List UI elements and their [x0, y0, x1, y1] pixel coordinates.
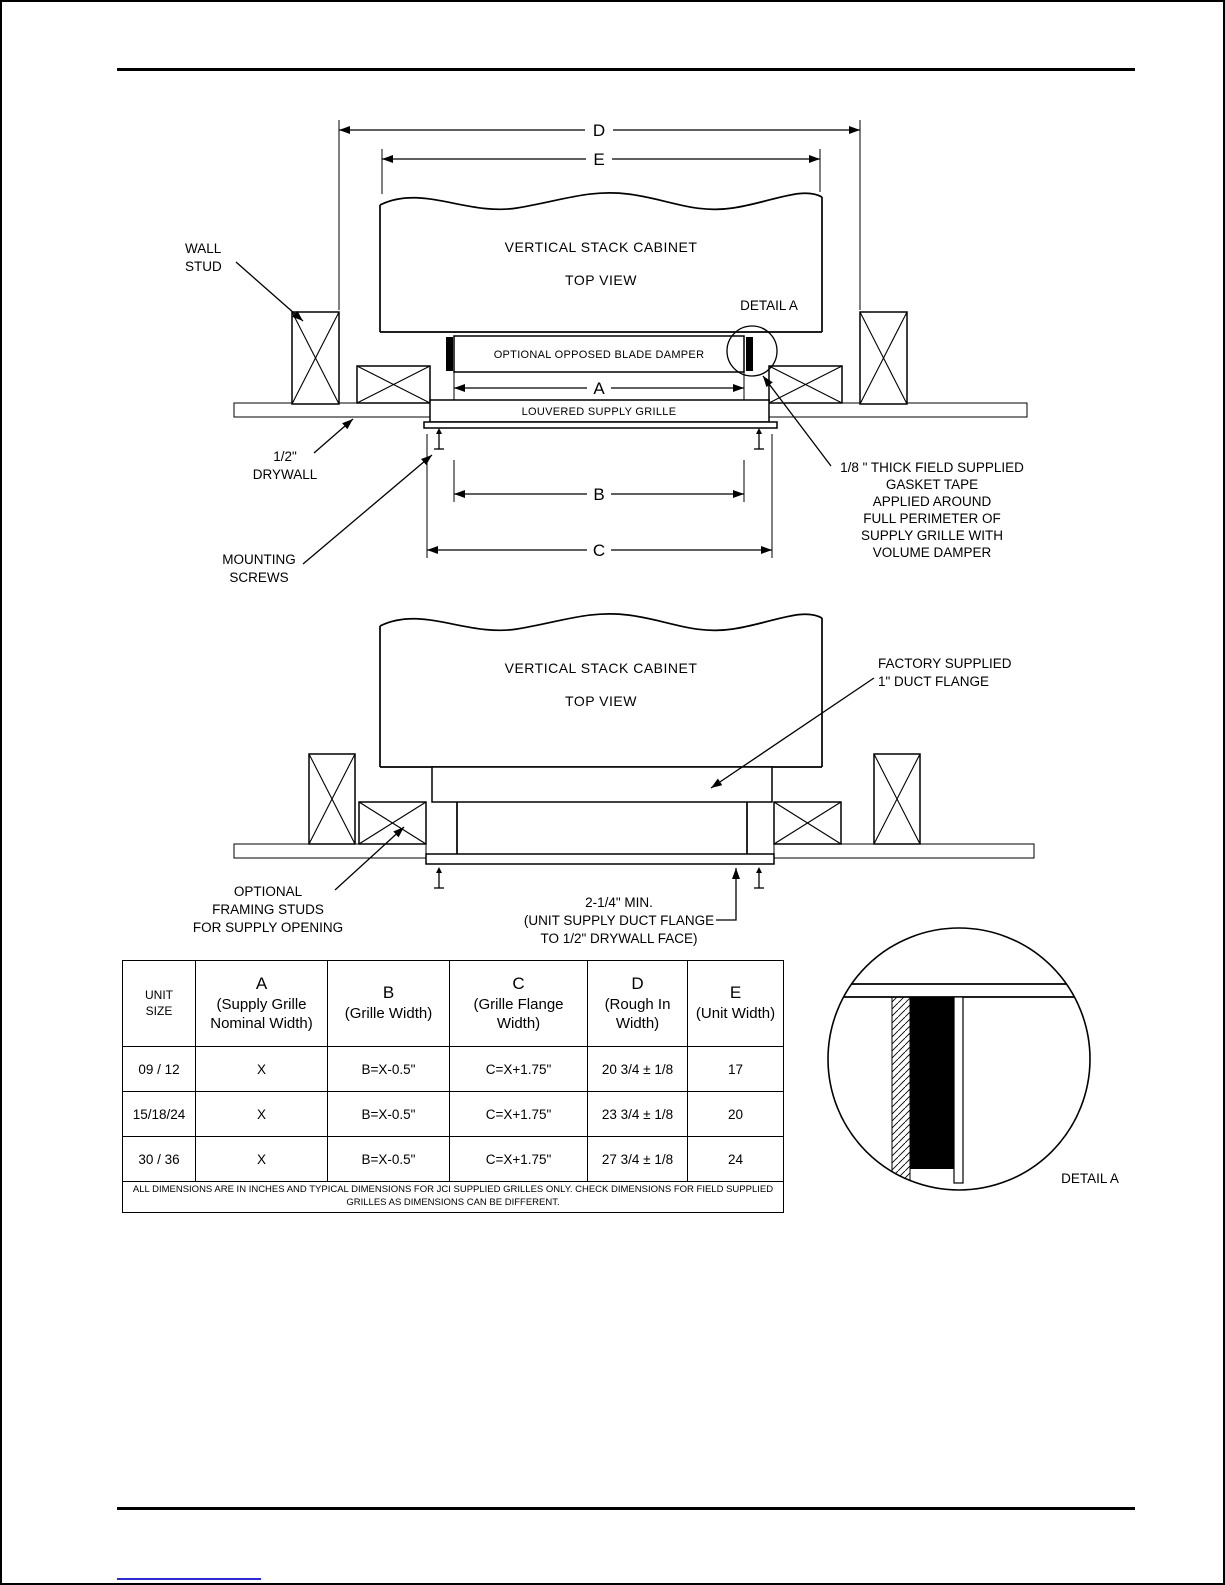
mounting-screw-left-2	[434, 867, 444, 888]
dimension-b	[454, 460, 744, 504]
dim-label-d: D	[592, 121, 606, 140]
mounting-screw-left-1	[434, 428, 444, 449]
cell-c: C=X+1.75"	[450, 1137, 588, 1182]
svg-text:1/2": 1/2"	[273, 449, 297, 464]
svg-text:1/8 " THICK FIELD SUPPLIED: 1/8 " THICK FIELD SUPPLIED	[840, 460, 1024, 475]
col-header-c: C (Grille Flange Width)	[450, 961, 588, 1047]
cell-d: 20 3/4 ± 1/8	[588, 1047, 688, 1092]
duct-flange	[426, 767, 774, 864]
framing-stud-left-inner-1	[357, 366, 430, 403]
detail-gasket-tape	[910, 997, 954, 1169]
dimension-table-container	[122, 960, 784, 1213]
svg-text:2-1/4" MIN.: 2-1/4" MIN.	[585, 895, 653, 910]
framing-stud-right-inner-2	[774, 802, 841, 844]
installation-drawing	[2, 2, 1225, 1585]
cell-e: 24	[688, 1137, 784, 1182]
cabinet-view-2: TOP VIEW	[565, 693, 637, 709]
svg-text:MOUNTING: MOUNTING	[222, 552, 296, 567]
wall-stud-left-outer-1	[292, 312, 339, 404]
col-header-e: E (Unit Width)	[688, 961, 784, 1047]
svg-text:FACTORY SUPPLIED: FACTORY SUPPLIED	[878, 656, 1012, 671]
svg-text:FULL PERIMETER OF: FULL PERIMETER OF	[863, 511, 1001, 526]
wall-stud-left-outer-2	[309, 754, 355, 844]
wall-stud-right-outer-2	[874, 754, 920, 844]
drywall-label	[253, 419, 353, 482]
table-row	[123, 1047, 784, 1092]
wall-stud-label	[185, 241, 303, 321]
svg-text:(UNIT SUPPLY DUCT FLANGE: (UNIT SUPPLY DUCT FLANGE	[523, 913, 715, 928]
cabinet-view-1: TOP VIEW	[565, 272, 637, 288]
cell-d: 23 3/4 ± 1/8	[588, 1092, 688, 1137]
cell-c: C=X+1.75"	[450, 1092, 588, 1137]
cabinet-title-2: VERTICAL STACK CABINET	[504, 660, 698, 676]
col-header-d: D (Rough In Width)	[588, 961, 688, 1047]
table-row	[123, 1137, 784, 1182]
wall-stud-right-outer-1	[860, 312, 907, 404]
cell-a: X	[196, 1092, 328, 1137]
cell-e: 17	[688, 1047, 784, 1092]
cell-e: 20	[688, 1092, 784, 1137]
svg-text:1" DUCT FLANGE: 1" DUCT FLANGE	[878, 674, 990, 689]
cell-b: B=X-0.5"	[328, 1092, 450, 1137]
detail-a-view	[822, 928, 1119, 1190]
detail-frame-edge	[954, 997, 963, 1183]
col-header-b: B (Grille Width)	[328, 961, 450, 1047]
svg-text:DRYWALL: DRYWALL	[252, 467, 318, 482]
svg-text:FOR SUPPLY OPENING: FOR SUPPLY OPENING	[192, 920, 344, 935]
cell-c: C=X+1.75"	[450, 1047, 588, 1092]
cell-unit-size: 15/18/24	[123, 1092, 196, 1137]
detail-a-view-label: DETAIL A	[1061, 1171, 1119, 1186]
dim-label-b: B	[593, 485, 605, 504]
supply-grille	[424, 400, 777, 428]
cell-a: X	[196, 1137, 328, 1182]
svg-text:STUD: STUD	[185, 259, 222, 274]
cell-d: 27 3/4 ± 1/8	[588, 1137, 688, 1182]
cell-unit-size: 09 / 12	[123, 1047, 196, 1092]
col-header-a: A (Supply Grille Nominal Width)	[196, 961, 328, 1047]
svg-text:SCREWS: SCREWS	[229, 570, 289, 585]
svg-text:APPLIED AROUND: APPLIED AROUND	[872, 494, 992, 509]
col-header-unit-size: UNIT SIZE	[123, 961, 196, 1047]
cell-b: B=X-0.5"	[328, 1047, 450, 1092]
clearance-note	[524, 868, 736, 946]
svg-text:FRAMING STUDS: FRAMING STUDS	[212, 902, 324, 917]
cell-a: X	[196, 1047, 328, 1092]
gasket-tape-right	[746, 337, 753, 371]
diagram2-top-view	[193, 614, 1034, 946]
detail-a-callout-label: DETAIL A	[740, 298, 798, 313]
cell-b: B=X-0.5"	[328, 1137, 450, 1182]
table-row	[123, 1092, 784, 1137]
cell-unit-size: 30 / 36	[123, 1137, 196, 1182]
table-footnote: ALL DIMENSIONS ARE IN INCHES AND TYPICAL DIMENSIONS FOR JCI SUPPLIED GRILLES ONLY. CHECK DIMENSIONS FOR FIELD SUPPLIED GRILLES AS DIMENSIONS CAN BE DIFFERENT.	[123, 1182, 784, 1213]
svg-text:TO 1/2" DRYWALL FACE): TO 1/2" DRYWALL FACE)	[540, 931, 698, 946]
mounting-screw-right-2	[754, 867, 764, 888]
grille-label: LOUVERED SUPPLY GRILLE	[521, 406, 677, 418]
svg-text:OPTIONAL: OPTIONAL	[233, 884, 303, 899]
dim-label-e: E	[593, 150, 605, 169]
dimension-a	[454, 379, 744, 398]
table-footnote-row	[123, 1182, 784, 1213]
gasket-tape-left	[446, 337, 453, 371]
svg-text:WALL: WALL	[185, 241, 222, 256]
svg-text:VOLUME DAMPER: VOLUME DAMPER	[872, 545, 992, 560]
svg-text:SUPPLY GRILLE WITH: SUPPLY GRILLE WITH	[860, 528, 1004, 543]
dim-label-c: C	[592, 541, 606, 560]
dimension-e	[382, 149, 820, 194]
dimension-table	[122, 960, 784, 1213]
diagram1-top-view	[185, 120, 1027, 585]
damper-label: OPTIONAL OPPOSED BLADE DAMPER	[493, 349, 705, 361]
mounting-screw-right-1	[754, 428, 764, 449]
table-header-row	[123, 961, 784, 1047]
cabinet-title-1: VERTICAL STACK CABINET	[504, 239, 698, 255]
dim-label-a: A	[593, 379, 605, 398]
cabinet-outline-2	[380, 614, 822, 767]
svg-text:GASKET TAPE: GASKET TAPE	[885, 477, 979, 492]
detail-drywall-hatch	[892, 997, 910, 1182]
